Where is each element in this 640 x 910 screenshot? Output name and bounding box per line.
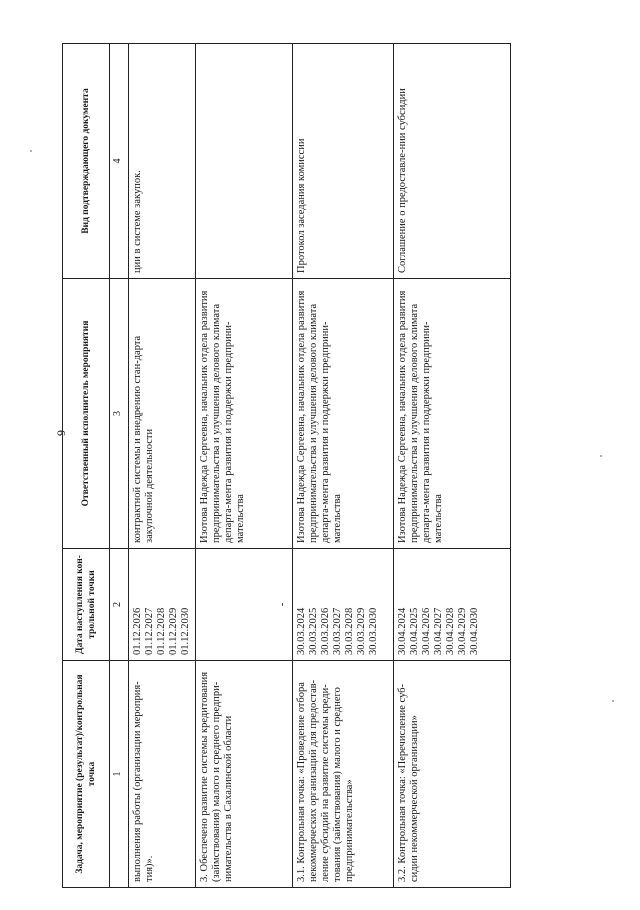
date-value: 30.03.2028 (344, 607, 355, 655)
dates-cell (196, 549, 293, 661)
date-value: 01.12.2030 (180, 607, 191, 655)
table-row (293, 44, 394, 888)
date-value: 30.03.2025 (308, 607, 319, 655)
table-row (129, 44, 196, 888)
executor-cell: Изотова Надежда Сергеевна, начальник отдела развития предпринимательства и улучшения делового климата департа-мента развития и поддержки предприни-мательства (394, 279, 511, 549)
table-row (196, 44, 293, 888)
header-task: Задача, мероприятие (результат)/контрольная точка (63, 661, 110, 888)
table-row (394, 44, 511, 888)
header-document: Вид подтверждающего документа (63, 44, 110, 279)
date-value: 30.03.2026 (320, 607, 331, 655)
header-executor: Ответственный исполнитель мероприятия (63, 279, 110, 549)
task-cell: выполнения работы (организации мероприя-тия)». (129, 661, 196, 888)
document-cell: Соглашение о предоставле-нии субсидии (394, 44, 511, 279)
column-number: 2 (110, 549, 129, 661)
rotated-table-container (62, 44, 510, 888)
task-cell: 3.2. Контрольная точка: «Перечисление суб-сидии некоммерческой организации» (394, 661, 511, 888)
document-cell: Протокол заседания комиссии (293, 44, 394, 279)
date-value: 30.04.2030 (469, 607, 480, 655)
date-value: 30.04.2029 (457, 607, 468, 655)
dates-cell (129, 549, 196, 661)
date-value: 30.03.2027 (332, 607, 343, 655)
executor-cell: контрактной системы и внедрению стан-дарта закупочной деятельности (129, 279, 196, 549)
document-cell: ции в системе закупок. (129, 44, 196, 279)
scan-speck (30, 150, 32, 152)
column-number: 4 (110, 44, 129, 279)
document-cell (196, 44, 293, 279)
date-value: 30.03.2030 (368, 607, 379, 655)
dates-cell (394, 549, 511, 661)
column-number: 1 (110, 661, 129, 888)
date-value: 30.03.2029 (356, 607, 367, 655)
task-cell: 3. Обеспечено развитие системы кредитования (займствования) малого и среднего предпри-нимательства в Сахалинской области (196, 661, 293, 888)
header-date: Дата наступления кон-трольной точки (63, 549, 110, 661)
scan-speck (600, 455, 602, 457)
date-value: 01.12.2026 (132, 607, 143, 655)
task-cell: 3.1. Контрольная точка: «Проведение отбора некоммерческих организаций для предостав-ление субсидий на развитие системы креди-тования (займствования) малого и среднего предпринимательства» (293, 661, 394, 888)
page-number: 9 (54, 430, 68, 436)
date-value: 30.04.2027 (433, 607, 444, 655)
date-value: 01.12.2027 (144, 607, 155, 655)
date-value: 30.04.2028 (445, 607, 456, 655)
date-value: - (277, 602, 288, 607)
executor-cell: Изотова Надежда Сергеевна, начальник отдела развития предпринимательства и улучшения делового климата департа-мента развития и поддержки предприни-мательства (196, 279, 293, 549)
column-number-row (110, 44, 129, 888)
date-value: 30.03.2024 (296, 607, 307, 655)
table-header-row (63, 44, 110, 888)
date-value: 30.04.2026 (421, 607, 432, 655)
date-value: 01.12.2029 (168, 607, 179, 655)
date-value: 30.04.2024 (397, 607, 408, 655)
column-number: 3 (110, 279, 129, 549)
dates-cell (293, 549, 394, 661)
date-value: 01.12.2028 (156, 607, 167, 655)
date-value: 30.04.2025 (409, 607, 420, 655)
control-points-table (62, 43, 511, 888)
scan-speck (612, 700, 614, 702)
executor-cell: Изотова Надежда Сергеевна, начальник отдела развития предпринимательства и улучшения делового климата департа-мента развития и поддержки предприни-мательства (293, 279, 394, 549)
